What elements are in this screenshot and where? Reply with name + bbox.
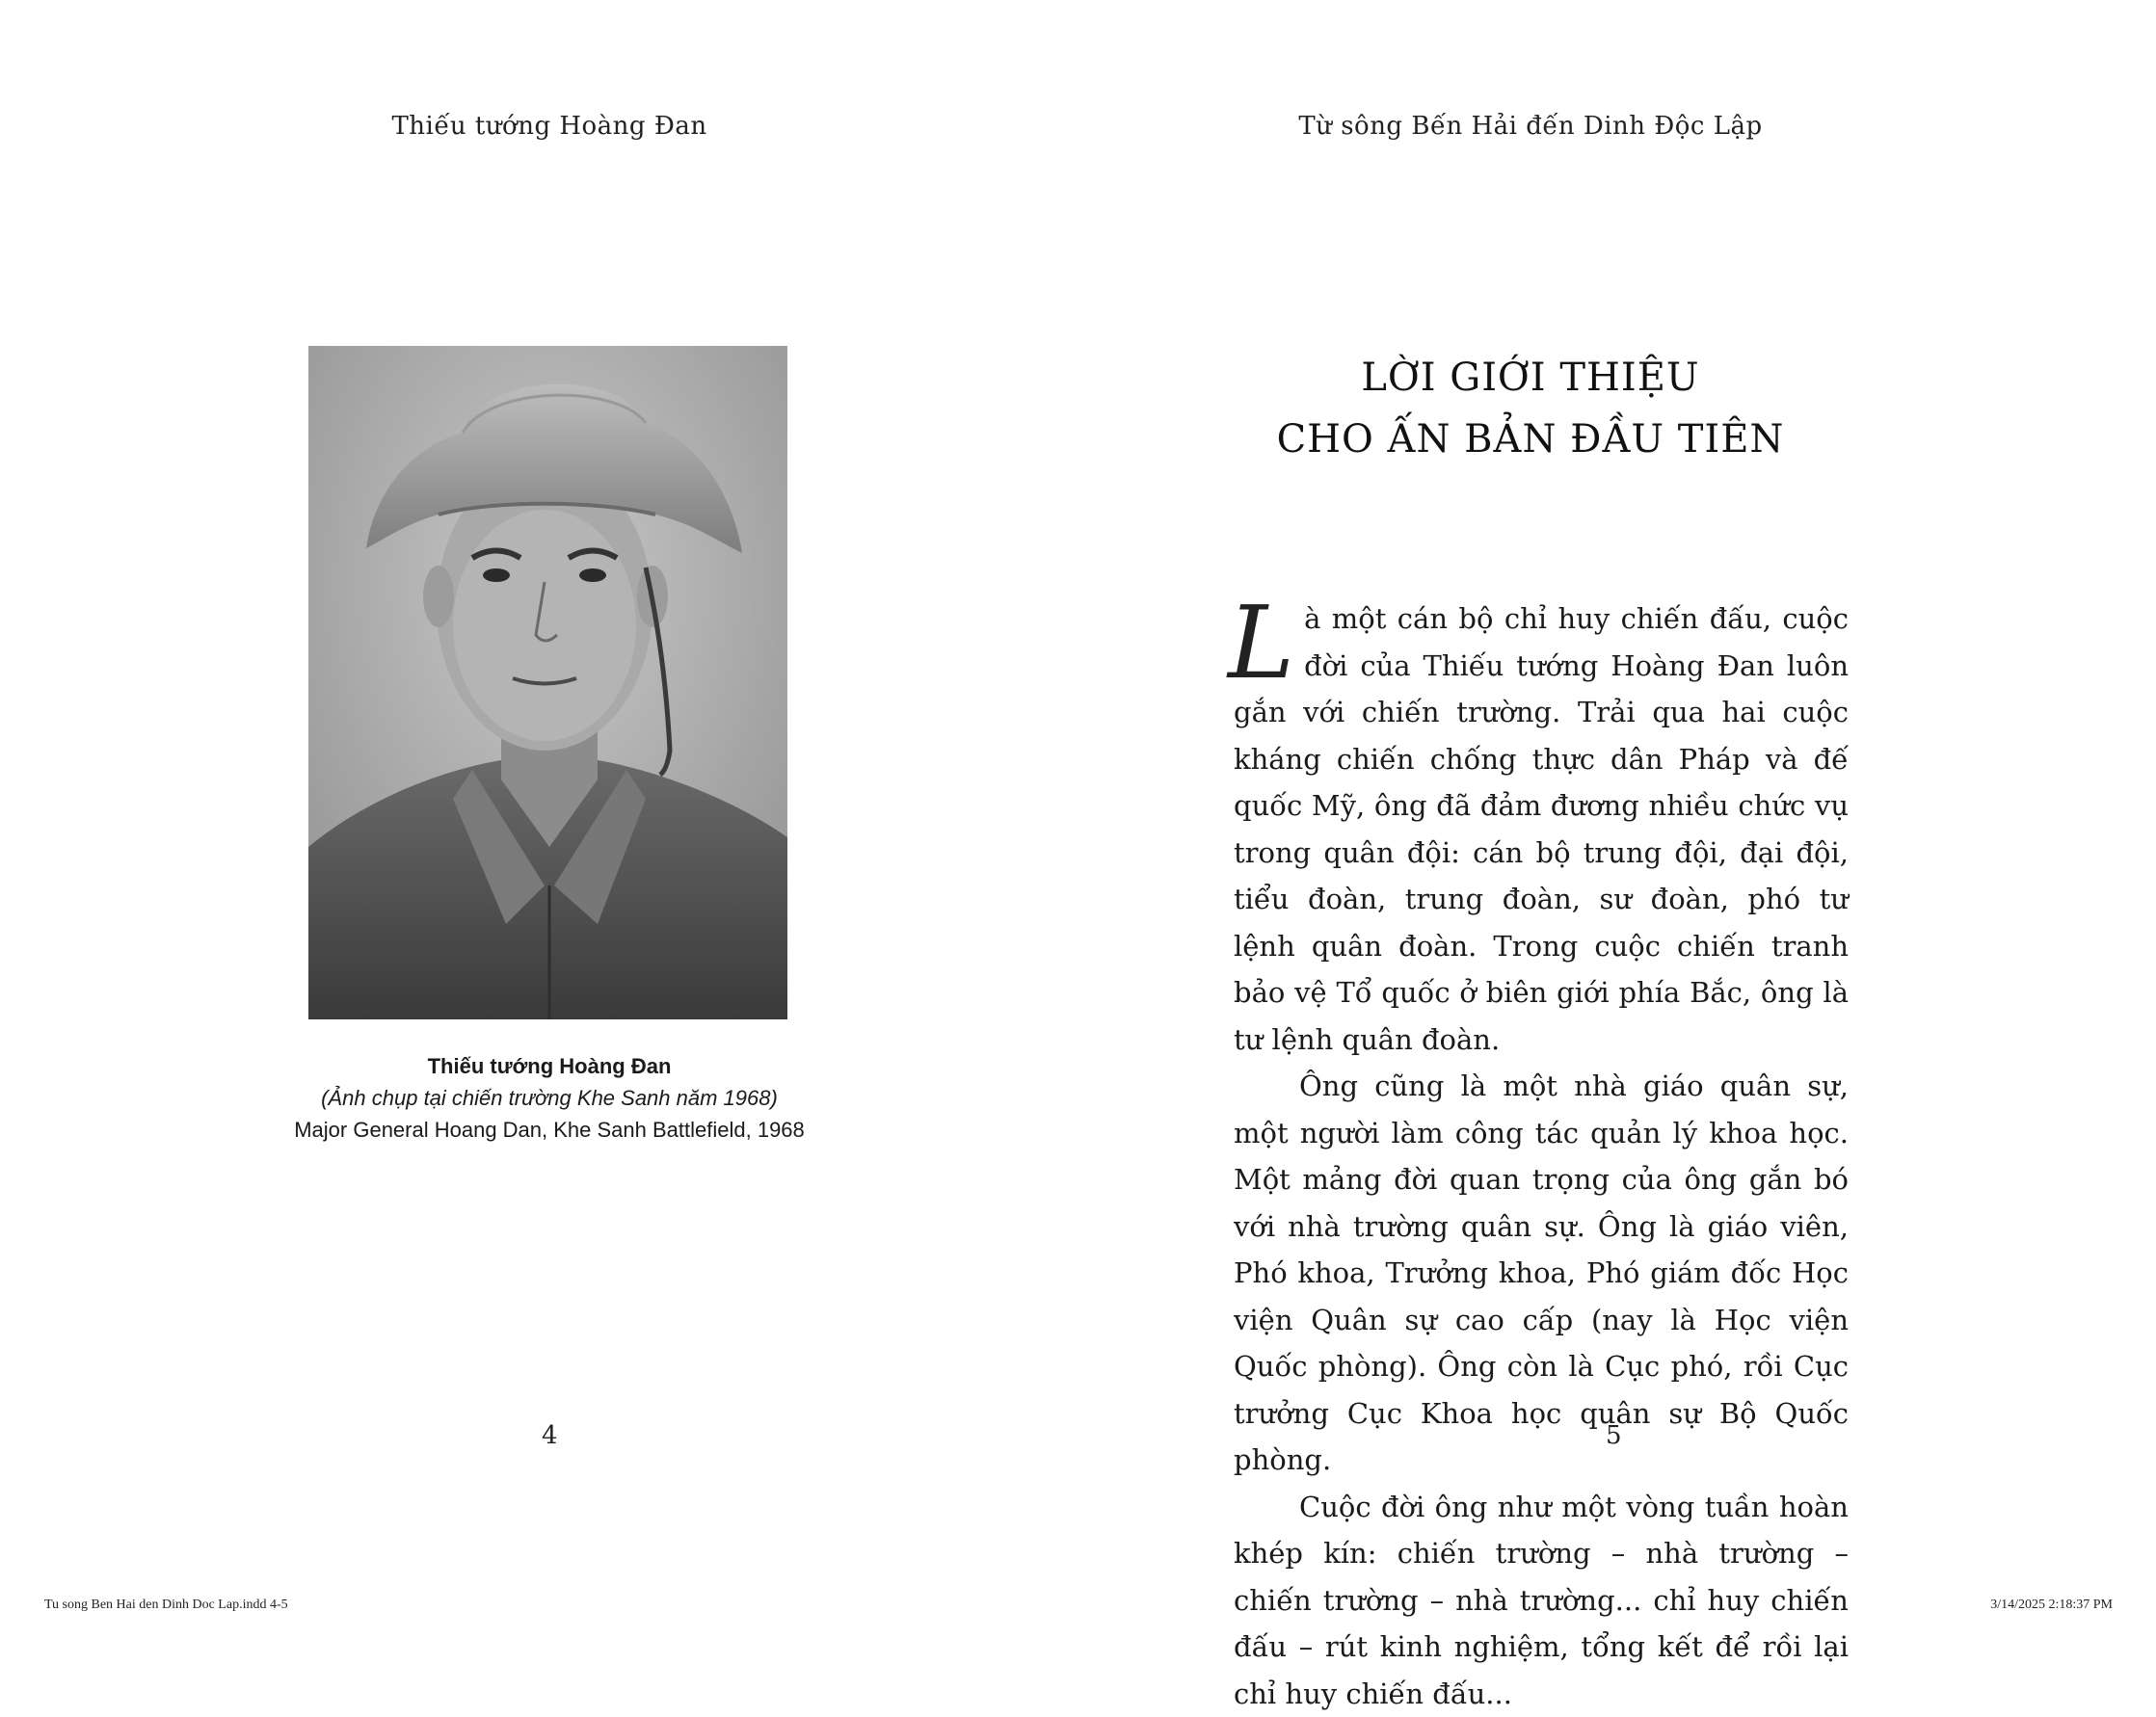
running-head-left: Thiếu tướng Hoàng Đan [0,112,1099,141]
chapter-title [1222,347,1839,470]
page-number-left: 4 [542,1421,558,1450]
slug-filename: Tu song Ben Hai den Dinh Doc Lap.indd 4-5 [44,1598,288,1613]
paragraph-2: Ông cũng là một nhà giáo quân sự, một người làm công tác quản lý khoa học. Một mảng đời quan trọng của ông gắn bó với nhà trường quân sự. Ông là giáo viên, Phó khoa, Trưởng khoa, Phó giám đốc Học viện Quân sự cao cấp (nay là Học viện Quốc phòng). Ông còn là Cục phó, rồi Cục trưởng Cục Khoa học quân sự Bộ Quốc phòng. [1234,1063,1849,1484]
paragraph-1 [1234,595,1849,1063]
chapter-title-line1: LỜI GIỚI THIỆU [1222,347,1839,409]
paragraph-1-text: à một cán bộ chỉ huy chiến đấu, cuộc đời của Thiếu tướng Hoàng Đan luôn gắn với chiến trường. Trải qua hai cuộc kháng chiến chống thực dân Pháp và đế quốc Mỹ, ông đã đảm đương nhiều chức vụ trong quân đội: cán bộ trung đội, đại đội, tiểu đoàn, trung đoàn, sư đoàn, phó tư lệnh quân đoàn. Trong cuộc chiến tranh bảo vệ Tổ quốc ở biên giới phía Bắc, ông là tư lệnh quân đoàn. [1234,602,1849,1056]
left-page [0,0,1078,1619]
portrait-photo [308,346,787,1019]
portrait-illustration [308,346,787,1019]
page-number-right: 5 [1606,1421,1622,1450]
photo-caption [193,1050,906,1146]
caption-vietnamese: (Ảnh chụp tại chiến trường Khe Sanh năm 1968) [193,1082,906,1114]
drop-cap: L [1228,599,1294,686]
caption-english: Major General Hoang Dan, Khe Sanh Battlefield, 1968 [193,1114,906,1146]
running-head-right: Từ sông Bến Hải đến Dinh Độc Lập [1222,112,1839,141]
slug-timestamp: 3/14/2025 2:18:37 PM [1990,1598,2113,1613]
caption-title: Thiếu tướng Hoàng Đan [193,1050,906,1082]
body-text [1234,595,1849,1717]
chapter-title-line2: CHO ẤN BẢN ĐẦU TIÊN [1222,409,1839,470]
paragraph-3: Cuộc đời ông như một vòng tuần hoàn khép kín: chiến trường – nhà trường – chiến trường – nhà trường... chỉ huy chiến đấu – rút kinh nghiệm, tổng kết để rồi lại chỉ huy chiến đấu... [1234,1484,1849,1717]
right-page [1078,0,2156,1619]
